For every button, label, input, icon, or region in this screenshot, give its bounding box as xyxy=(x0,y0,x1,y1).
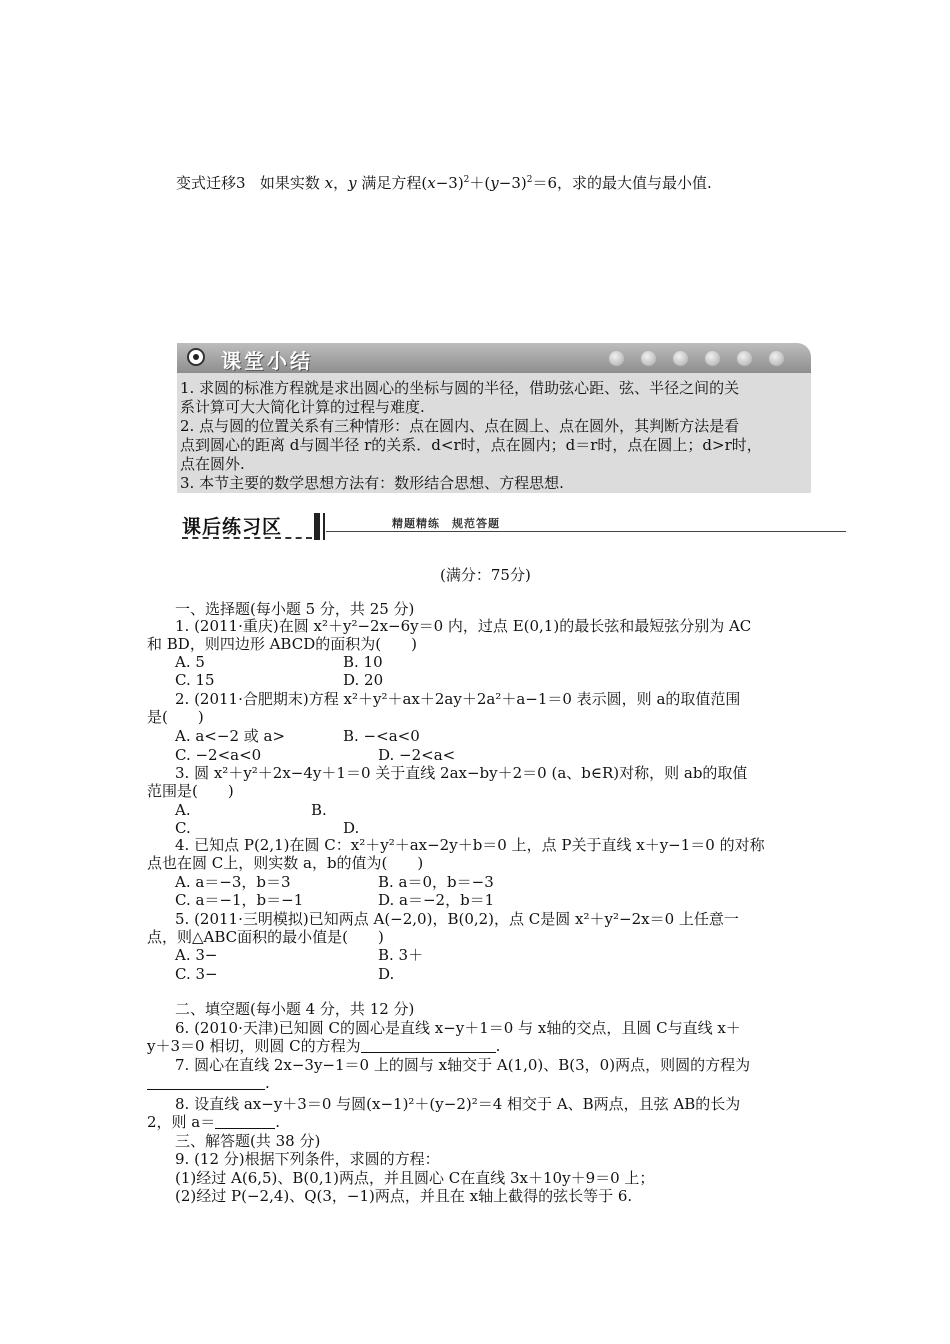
option-b: B. 10 xyxy=(343,653,383,671)
question-6-cont: y＋3＝0 相切，则圆 C的方程为 . xyxy=(147,1037,501,1055)
summary-line: 系计算可大大简化计算的过程与难度. xyxy=(180,398,425,416)
section-heading: 二、填空题(每小题 4 分，共 12 分) xyxy=(175,1000,415,1018)
answer-blank[interactable] xyxy=(215,1114,275,1129)
option-c: C. xyxy=(175,819,191,837)
decor-dot-icon xyxy=(705,351,720,366)
question-2-cont: 是( ) xyxy=(147,708,204,726)
question-2: 2. (2011·合肥期末)方程 x²＋y²＋ax＋2ay＋2a²＋a−1＝0 表示圆，则 a的取值范围 xyxy=(175,690,741,708)
question-5-cont: 点，则△ABC面积的最小值是( ) xyxy=(147,928,384,946)
option-d: D. 20 xyxy=(343,671,384,689)
question-4-cont: 点也在圆 C上，则实数 a，b的值为( ) xyxy=(147,854,424,872)
question-4: 4. 已知点 P(2,1)在圆 C：x²＋y²＋ax−2y＋b＝0 上，点 P关于直线 x＋y−1＝0 的对称 xyxy=(175,836,765,854)
option-a: A. a＝−3，b＝3 xyxy=(175,873,291,891)
summary-title: 课堂小结 xyxy=(221,349,313,373)
header-rule xyxy=(326,531,846,532)
decor-dot-icon xyxy=(641,351,656,366)
option-d: D. −2<a< xyxy=(378,746,456,764)
decor-dot-icon xyxy=(609,351,624,366)
option-a: A. a<−2 或 a> xyxy=(175,727,286,745)
total-score: (满分：75分) xyxy=(440,566,531,584)
question-8-cont: 2，则 a＝ . xyxy=(147,1113,281,1131)
option-b: B. −<a<0 xyxy=(343,727,420,745)
option-c: C. a＝−1，b＝−1 xyxy=(175,891,304,909)
question-3: 3. 圆 x²＋y²＋2x−4y＋1＝0 关于直线 2ax−by＋2＝0 (a、b∈R)对称，则 ab的取值 xyxy=(175,764,748,782)
answer-blank[interactable] xyxy=(147,1075,265,1090)
question-8: 8. 设直线 ax−y＋3＝0 与圆(x−1)²＋(y−2)²＝4 相交于 A、B两点，且弦 AB的长为 xyxy=(175,1095,741,1113)
summary-line: 3. 本节主要的数学思想方法有：数形结合思想、方程思想. xyxy=(180,474,564,492)
option-a: A. 3− xyxy=(175,946,218,964)
question-1: 1. (2011·重庆)在圆 x²＋y²−2x−6y＝0 内，过点 E(0,1)的最长弦和最短弦分别为 AC xyxy=(175,617,752,635)
summary-line: 1. 求圆的标准方程就是求出圆心的坐标与圆的半径，借助弦心距、弦、半径之间的关 xyxy=(180,379,740,397)
summary-line: 点到圆心的距离 d与圆半径 r的关系．d<r时，点在圆内；d＝r时，点在圆上；d>r时， xyxy=(180,436,762,454)
section-heading: 三、解答题(共 38 分) xyxy=(175,1132,321,1150)
option-d: D. xyxy=(378,965,395,983)
answer-blank[interactable] xyxy=(361,1038,496,1053)
summary-box xyxy=(177,373,811,493)
decor-dot-icon xyxy=(737,351,752,366)
summary-line: 点在圆外. xyxy=(180,455,245,473)
homework-title: 课后练习区 xyxy=(182,516,283,538)
option-b: B. a＝0，b＝−3 xyxy=(378,873,494,891)
option-b: B. xyxy=(311,801,327,819)
divider-bar-thin xyxy=(323,513,325,540)
option-c: C. 15 xyxy=(175,671,215,689)
option-c: C. −2<a<0 xyxy=(175,746,262,764)
divider-bar xyxy=(314,513,320,540)
option-d: D. a＝−2，b＝1 xyxy=(378,891,495,909)
question-7-cont: . xyxy=(147,1074,270,1093)
question-5: 5. (2011·三明模拟)已知两点 A(−2,0)，B(0,2)，点 C是圆 x²＋y²−2x＝0 上任意一 xyxy=(175,910,739,928)
decor-dot-icon xyxy=(673,351,688,366)
decor-dot-icon xyxy=(769,351,784,366)
variant-problem: 变式迁移3 如果实数 x，y 满足方程$(x-3)^2+(y-3)^2=6$，求的最大值与最小值. xyxy=(176,174,712,192)
question-6: 6. (2010·天津)已知圆 C的圆心是直线 x−y＋1＝0 与 x轴的交点，且圆 C与直线 x＋ xyxy=(175,1019,741,1037)
question-3-cont: 范围是( ) xyxy=(147,782,234,800)
question-1-cont: 和 BD，则四边形 ABCD的面积为( ) xyxy=(147,635,417,653)
option-b: B. 3＋ xyxy=(378,946,424,964)
option-a: A. xyxy=(175,801,191,819)
option-a: A. 5 xyxy=(175,653,205,671)
section-heading: 一、选择题(每小题 5 分，共 25 分) xyxy=(175,600,415,618)
homework-subtitle: 精题精练 规范答题 xyxy=(392,517,500,530)
summary-line: 2. 点与圆的位置关系有三种情形：点在圆内、点在圆上、点在圆外，其判断方法是看 xyxy=(180,417,740,435)
question-9-part-1: (1)经过 A(6,5)、B(0,1)两点，并且圆心 C在直线 3x＋10y＋9＝0 上； xyxy=(175,1169,655,1187)
option-c: C. 3− xyxy=(175,965,218,983)
variant-label: 变式迁移3 xyxy=(176,174,246,192)
question-7: 7. 圆心在直线 2x−3y−1＝0 上的圆与 x轴交于 A(1,0)、B(3，0)两点，则圆的方程为 xyxy=(175,1056,751,1074)
summary-banner xyxy=(177,343,811,373)
question-9-part-2: (2)经过 P(−2,4)、Q(3，−1)两点，并且在 x轴上截得的弦长等于 6. xyxy=(175,1187,633,1205)
homework-title-underline xyxy=(182,537,312,539)
question-9: 9. (12 分)根据下列条件，求圆的方程： xyxy=(175,1150,440,1168)
target-icon xyxy=(187,348,205,366)
option-d: D. xyxy=(343,819,360,837)
